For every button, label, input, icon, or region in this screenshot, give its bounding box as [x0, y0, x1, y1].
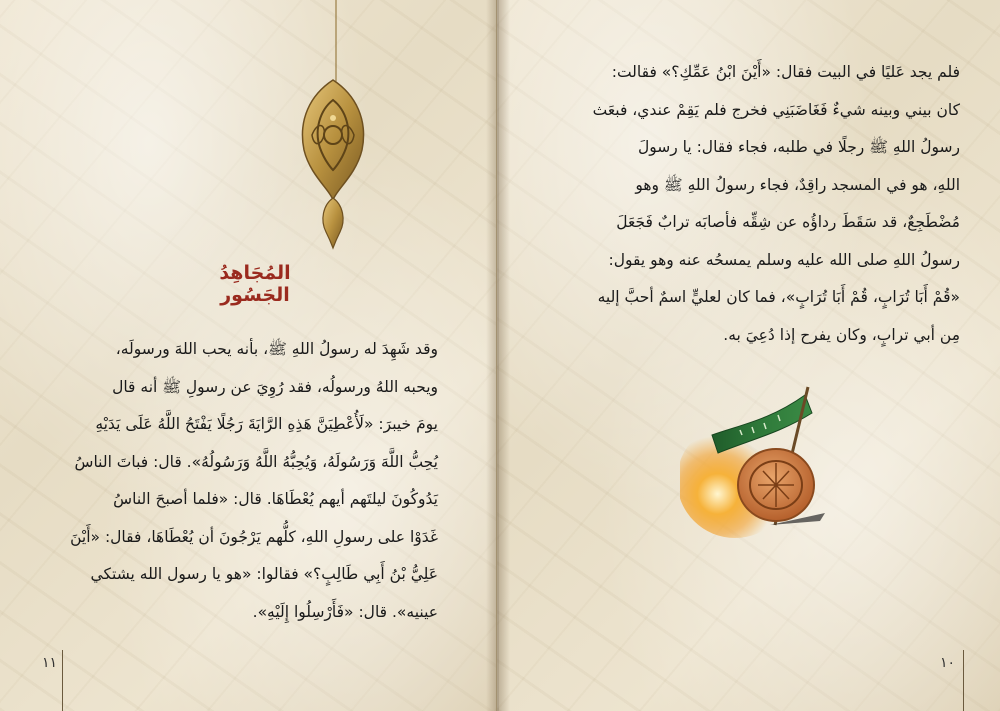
green-flag-with-medallion-icon: [680, 385, 840, 545]
book-gutter: [486, 0, 510, 711]
right-page: [497, 0, 1000, 711]
text-line: رسولُ اللهِ ﷺ رجلًا في طلبه، فجاء فقال: يا رسولَ: [637, 138, 960, 156]
text-line: اللهِ، هو في المسجد راقِدٌ، فجاء رسولُ اللهِ ﷺ وهو: [635, 175, 960, 194]
left-page-body: [38, 331, 438, 631]
text-line: ويحبه اللهُ ورسولُه، فقد رُوِيَ عن رسولِ ﷺ أنه قال: [112, 377, 438, 396]
text-line: «قُمْ أَبَا تُرَابٍ، قُمْ أَبَا تُرَابٍ»، فما كان لعليٍّ اسمٌ أحبَّ إليه: [597, 288, 960, 306]
text-line: كان بيني وبينه شيءٌ فَغَاضَبَنِي فخرج فلم يَقِمْ عندي، فبعَث: [592, 100, 960, 119]
text-line: عينيه». قال: «فَأَرْسِلُوا إِلَيْهِ».: [252, 602, 438, 621]
text-line: يَدُوكُونَ ليلتَهم أيهم يُعْطَاهَا. قال: «فلما أصبحَ الناسُ: [113, 490, 438, 508]
page-edge-line: [963, 650, 964, 711]
text-line: يُحِبُّ اللَّهَ وَرَسُولَهُ، وَيُحِبُّهُ اللَّهُ وَرَسُولُهُ». قال: فباتَ الناسُ: [74, 452, 438, 471]
page-edge-line: [62, 650, 63, 711]
chapter-title: المُجَاهِدُ الجَسُور: [219, 262, 291, 306]
text-line: رسولُ اللهِ صلى الله عليه وسلم يمسحُه عنه وهو يقول:: [608, 250, 960, 269]
text-line: عَلِيُّ بْنُ أَبِي طَالِبٍ؟» فقالوا: «هو يا رسول الله يشتكي: [90, 565, 438, 583]
gold-arabesque-ornament-icon: [290, 0, 376, 282]
text-line: وقد شَهِدَ له رسولُ اللهِ ﷺ، بأنه يحب اللهَ ورسولَه،: [115, 340, 438, 358]
page-number: ١١: [42, 655, 58, 671]
page-number: ١٠: [940, 655, 956, 671]
text-line: غَدَوْا على رسولِ اللهِ، كلُّهم يَرْجُونَ أن يُعْطَاهَا، فقال: «أَيْنَ: [70, 527, 438, 546]
text-line: يومَ خيبرَ: «لَأُعْطِيَنَّ هَذِهِ الرَّايَةَ رَجُلًا يَفْتَحُ اللَّهُ عَلَى يَدَيْهِ: [95, 415, 438, 433]
right-page-body: [572, 54, 960, 354]
left-page: [0, 0, 497, 711]
text-line: مُضْطَجِعٌ، قد سَقَطَ رداؤُه عن شِقِّه فأصابَه ترابٌ فَجَعَلَ: [616, 213, 960, 231]
text-line: مِن أبي ترابٍ، وكان يفرح إذا دُعِيَ به.: [723, 325, 960, 344]
text-line: فلم يجد عَليًا في البيت فقال: «أَيْنَ ابْنُ عَمِّكِ؟» فقالت:: [611, 63, 960, 81]
